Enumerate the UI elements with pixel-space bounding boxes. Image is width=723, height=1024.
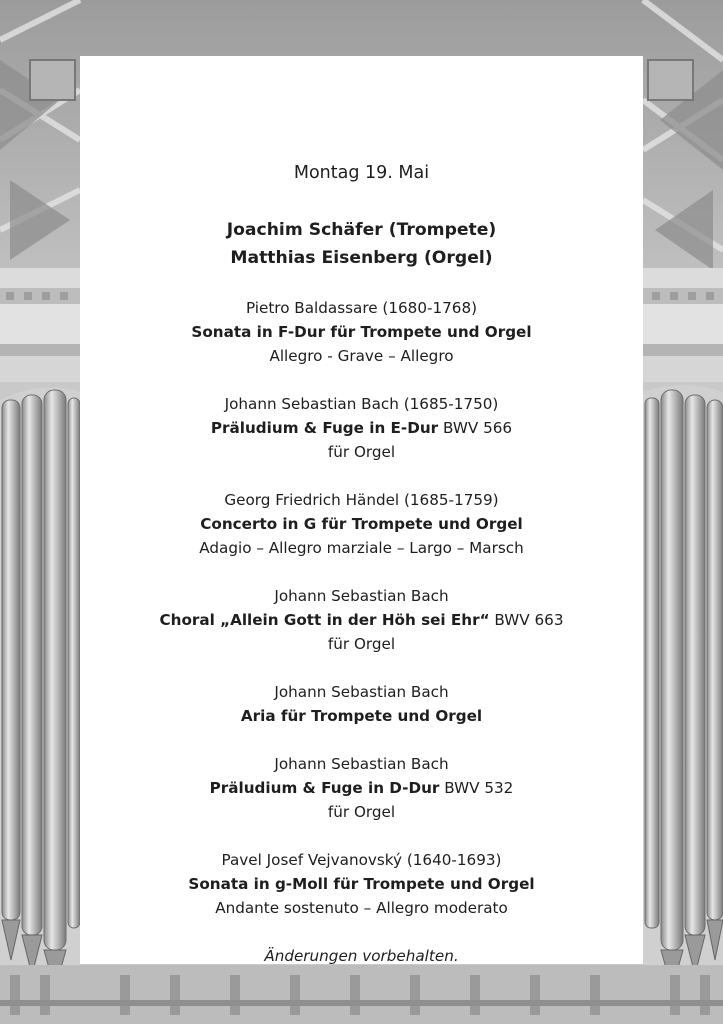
work-title: Präludium & Fuge in D-Dur <box>209 779 440 797</box>
program-item <box>80 848 643 920</box>
work-title: Aria für Trompete und Orgel <box>240 707 483 725</box>
program-item <box>80 680 643 728</box>
composer: Johann Sebastian Bach <box>274 755 449 773</box>
composer: Georg Friedrich Händel (1685-1759) <box>224 491 499 509</box>
work-title: Choral „Allein Gott in der Höh sei Ehr“ <box>159 611 490 629</box>
work-detail: für Orgel <box>327 443 396 461</box>
work-detail: für Orgel <box>327 635 396 653</box>
composer: Johann Sebastian Bach <box>274 683 449 701</box>
composer: Johann Sebastian Bach <box>274 587 449 605</box>
program-item <box>80 488 643 560</box>
work-detail: für Orgel <box>327 803 396 821</box>
catalog-number: BWV 532 <box>439 779 514 797</box>
catalog-number: BWV 566 <box>438 419 513 437</box>
composer: Pavel Josef Vejvanovský (1640-1693) <box>221 851 502 869</box>
concert-date: Montag 19. Mai <box>293 163 430 183</box>
performer-organ: Matthias Eisenberg (Orgel) <box>230 248 493 268</box>
composer: Pietro Baldassare (1680-1768) <box>245 299 478 317</box>
work-detail: Adagio – Allegro marziale – Largo – Marsch <box>199 539 524 557</box>
disclaimer-note: Änderungen vorbehalten. <box>264 947 459 965</box>
work-detail: Andante sostenuto – Allegro moderato <box>215 899 508 917</box>
work-title: Concerto in G für Trompete und Orgel <box>200 515 523 533</box>
program-item <box>80 392 643 464</box>
catalog-number: BWV 663 <box>489 611 564 629</box>
work-detail: Allegro - Grave – Allegro <box>269 347 454 365</box>
performer-trumpet: Joachim Schäfer (Trompete) <box>226 220 497 240</box>
program-card <box>80 56 643 964</box>
program-item <box>80 296 643 368</box>
work-title: Sonata in F-Dur für Trompete und Orgel <box>191 323 532 341</box>
work-title: Sonata in g-Moll für Trompete und Orgel <box>188 875 535 893</box>
program-item <box>80 752 643 824</box>
composer: Johann Sebastian Bach (1685-1750) <box>224 395 499 413</box>
work-title: Präludium & Fuge in E-Dur <box>210 419 439 437</box>
program-item <box>80 584 643 656</box>
